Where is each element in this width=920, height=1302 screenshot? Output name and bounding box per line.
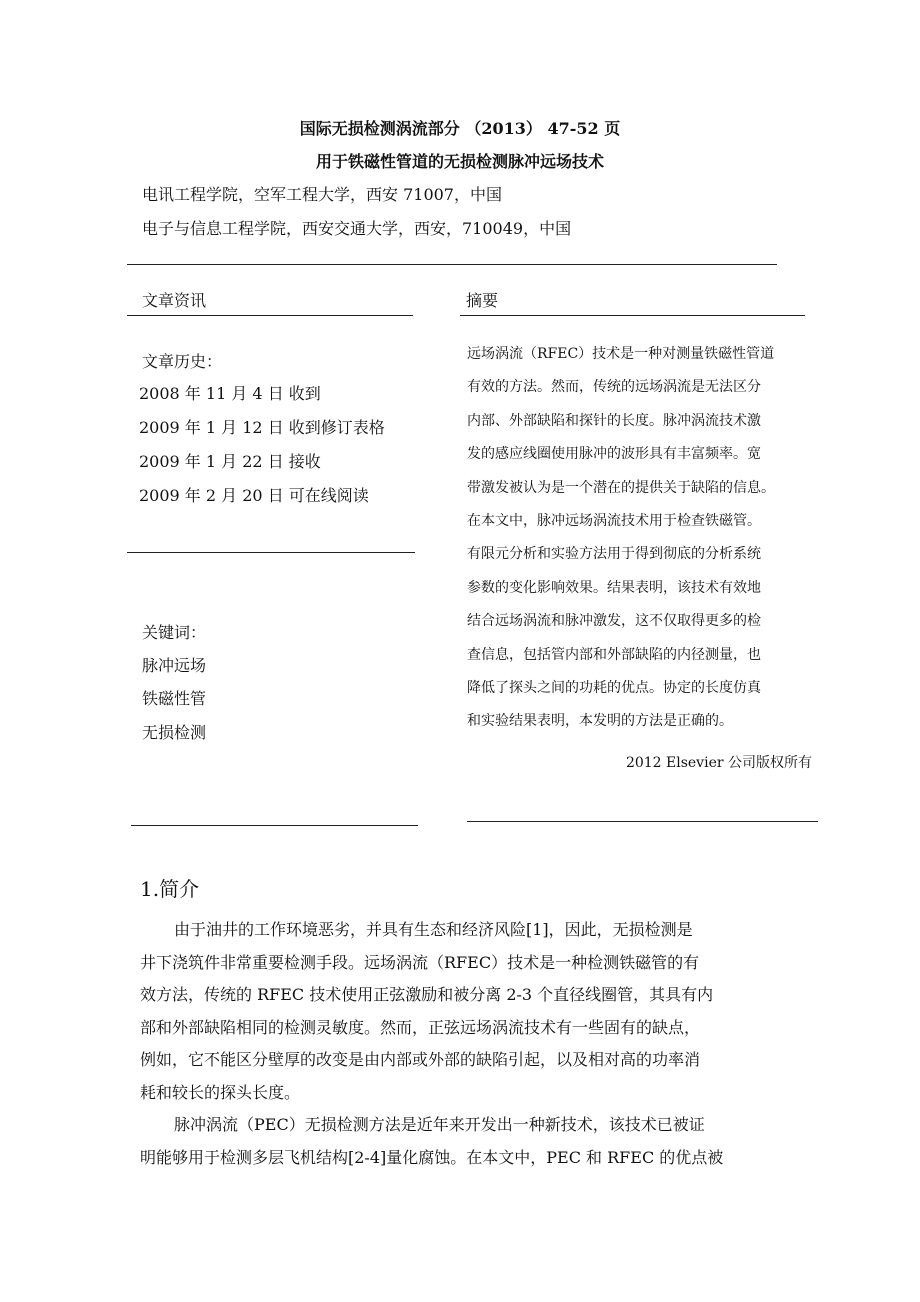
section-title-introduction: 1.简介 [140, 877, 200, 901]
abstract-line: 带激发被认为是一个潜在的提供关于缺陷的信息。 [467, 479, 775, 496]
abstract-line: 结合远场涡流和脉冲激发，这不仅取得更多的检 [467, 613, 761, 630]
abstract-end-divider [467, 821, 818, 822]
history-divider [127, 552, 415, 553]
affiliation-2: 电子与信息工程学院，西安交通大学，西安，710049，中国 [142, 219, 572, 238]
keywords-label: 关键词： [142, 623, 207, 642]
intro-paragraph-2 [140, 1109, 723, 1174]
history-label: 文章历史： [142, 352, 223, 371]
paragraph-line: 效方法，传统的 RFEC 技术使用正弦激励和被分离 2-3 个直径线圈管，其具有内 [140, 985, 714, 1004]
paragraph-line: 由于油井的工作环境恶劣，并具有生态和经济风险[1]，因此，无损检测是 [174, 920, 693, 939]
paragraph-line: 明能够用于检测多层飞机结构[2-4]量化腐蚀。在本文中，PEC 和 RFEC 的优点被 [140, 1147, 724, 1167]
abstract-line: 查信息，包括管内部和外部缺陷的内径测量，也 [467, 646, 761, 663]
abstract-line: 在本文中，脉冲远场涡流技术用于检查铁磁管。 [467, 513, 761, 530]
abstract-line: 和实验结果表明，本发明的方法是正确的。 [467, 713, 733, 730]
history-revised: 2009 年 1 月 12 日 收到修订表格 [139, 418, 385, 437]
paragraph-line: 部和外部缺陷相同的检测灵敏度。然而，正弦远场涡流技术有一些固有的缺点， [140, 1017, 701, 1037]
article-info-divider [127, 315, 413, 316]
abstract-line: 内部、外部缺陷和探针的长度。脉冲涡流技术激 [467, 412, 761, 429]
affiliation-1: 电讯工程学院，空军工程大学，西安 71007，中国 [142, 185, 502, 204]
abstract-line: 远场涡流（RFEC）技术是一种对测量铁磁性管道 [467, 346, 775, 362]
paragraph-line: 脉冲涡流（PEC）无损检测方法是近年来开发出一种新技术，该技术已被证 [174, 1115, 705, 1134]
abstract-line: 有效的方法。然而，传统的远场涡流是无法区分 [467, 379, 761, 396]
intro-paragraph-1 [140, 914, 713, 1109]
abstract-heading: 摘要 [466, 291, 499, 310]
history-accepted: 2009 年 1 月 22 日 接收 [139, 452, 321, 471]
header-divider [127, 264, 777, 265]
history-online: 2009 年 2 月 20 日 可在线阅读 [139, 486, 369, 505]
keyword-item: 脉冲远场 [142, 656, 207, 675]
keyword-item: 无损检测 [142, 723, 207, 742]
paper-title: 用于铁磁性管道的无损检测脉冲远场技术 [315, 152, 604, 171]
keyword-item: 铁磁性管 [142, 689, 207, 708]
history-received: 2008 年 11 月 4 日 收到 [139, 384, 321, 403]
paragraph-line: 例如，它不能区分壁厚的改变是由内部或外部的缺陷引起，以及相对高的功率消 [140, 1050, 701, 1069]
abstract-divider [460, 315, 805, 316]
paragraph-line: 耗和较长的探头长度。 [140, 1082, 301, 1102]
abstract-line: 有限元分析和实验方法用于得到彻底的分析系统 [467, 546, 761, 563]
paragraph-line: 井下浇筑件非常重要检测手段。远场涡流（RFEC）技术是一种检测铁磁管的有 [140, 952, 700, 972]
abstract-line: 参数的变化影响效果。结果表明，该技术有效地 [467, 579, 761, 596]
abstract-line: 发的感应线圈使用脉冲的波形具有丰富频率。宽 [467, 446, 761, 463]
article-info-heading: 文章资讯 [142, 291, 207, 310]
abstract-line: 降低了探头之间的功耗的优点。协定的长度仿真 [467, 680, 761, 697]
abstract-body [467, 338, 775, 739]
copyright-notice: 2012 Elsevier 公司版权所有 [625, 755, 812, 771]
keywords-divider [131, 825, 418, 826]
journal-citation: 国际无损检测涡流部分 （2013） 47-52 页 [299, 119, 621, 138]
